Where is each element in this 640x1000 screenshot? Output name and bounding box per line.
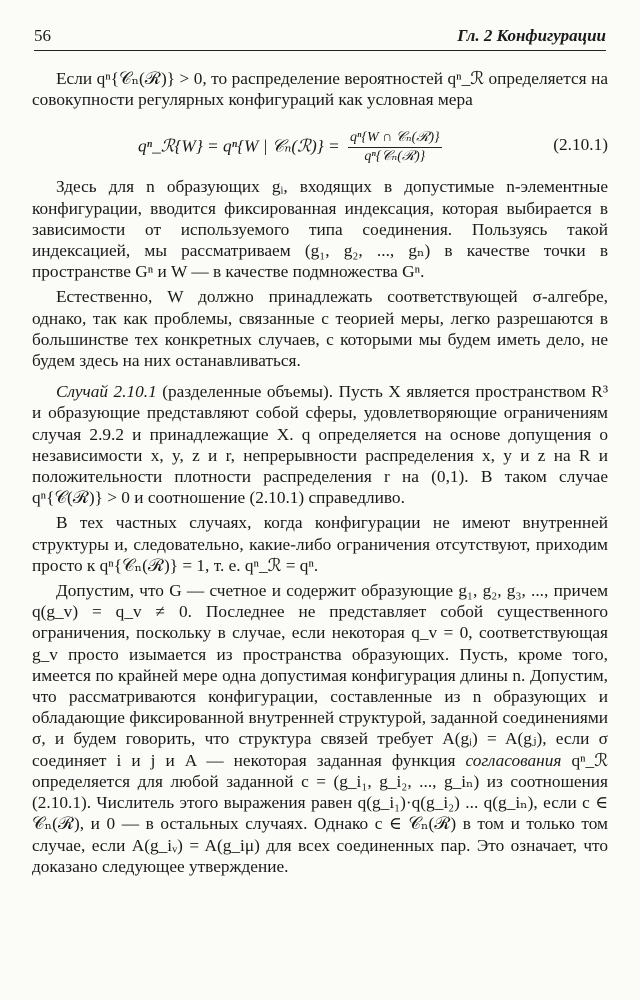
paragraph-case-2-10-1: [32, 381, 608, 508]
paragraph-text-a: Допустим, что G — счетное и содержит образующие g₁, g₂, g₃, ..., причем q(g_v) = q_v ≠ 0. Последнее не представляет собой существенного ограничения, поскольку в случае, если некоторая q_v = 0, соответствующая g_v просто изымается из пространства образующих. Пусть, кроме того, имеется по крайней мере одна допустимая конфигурация длины n. Допустим, что рассматриваются конфигурации, составленные из n образующих и обладающие фиксированной внутренней структурой, заданной соединениями σ, и будем говорить, что структура связей требует A(gᵢ) = A(gⱼ), если σ соединяет i и j и A — некоторая заданная функция: [32, 581, 608, 770]
equation-2-10-1: [32, 114, 608, 168]
paragraph-countable-g: [32, 580, 608, 877]
paragraph-conditional-measure: Если qⁿ{𝒞ₙ(ℛ)} > 0, то распределение вероятностей qⁿ_ℛ определяется на совокупности регулярных конфигураций как условная мера: [32, 69, 608, 110]
equation-label: (2.10.1): [553, 135, 608, 155]
paragraph-indexing: Здесь для n образующих gᵢ, входящих в допустимые n-элементные конфигурации, вводится фиксированная индексация, которая выбирается в зависимости от используемого типа соединения. Пользуясь такой индексацией, мы рассматриваем (g₁, g₂, ..., gₙ) в качестве точки в пространстве Gⁿ и W — в качестве подмножества Gⁿ.: [32, 177, 608, 282]
paragraph-sigma-algebra: Естественно, W должно принадлежать соответствующей σ-алгебре, однако, так как проблемы, связанные с теорией меры, легко разрешаются в большинстве тех конкретных случаев, с которыми мы будем иметь дело, не будем здесь на них останавливаться.: [32, 287, 608, 371]
equation-fraction: [348, 130, 442, 165]
case-title: Случай 2.10.1: [56, 382, 157, 402]
equation-denominator: qⁿ{𝒞ₙ(ℛ)}: [364, 149, 426, 165]
running-header: [34, 26, 606, 51]
equation-numerator: qⁿ{W ∩ 𝒞ₙ(ℛ)}: [348, 130, 442, 148]
page-body: [32, 68, 608, 877]
running-title: Гл. 2 Конфигурации: [457, 26, 606, 45]
page-number: 56: [34, 26, 51, 45]
paragraph-text-b: qⁿ_ℛ определяется для любой заданной c = (g_i₁, g_i₂, ..., g_iₙ) из соотношения (2.10.1). Числитель этого выражения равен q(g_i₁)·q(g_i₂) ... q(g_iₙ), если c ∈ 𝒞ₙ(ℛ), и 0 — в остальных случаях. Однако c ∈ 𝒞ₙ(ℛ) в том и только том случае, если A(g_iᵥ) = A(g_iμ) для всех соединенных пар. Это означает, что доказано следующее утверждение.: [32, 750, 608, 876]
italic-term-soglasovaniya: согласования: [465, 750, 562, 770]
equation-formula: [138, 130, 442, 165]
paragraph-no-structure: В тех частных случаях, когда конфигурации не имеют внутренней структуры и, следовательно, какие-либо ограничения отсутствуют, приходим просто к qⁿ{𝒞ₙ(ℛ)} = 1, т. е. qⁿ_ℛ = qⁿ.: [32, 513, 608, 575]
equation-lhs: qⁿ_ℛ{W} = qⁿ{W | 𝒞ₙ(ℛ)} =: [138, 136, 340, 156]
case-text: (разделенные объемы). Пусть X является пространством R³ и образующие представляют собой сферы, удовлетворяющие ограничениям случая 2.9.2 и принадлежащие X. q определяется на основе допущения о независимости x, y, z и r, непрерывности распределения x, y и z на R и положительности плотности распределения r на (0,1). В таком случае qⁿ{𝒞(ℛ)} > 0 и соотношение (2.10.1) справедливо.: [32, 382, 609, 508]
